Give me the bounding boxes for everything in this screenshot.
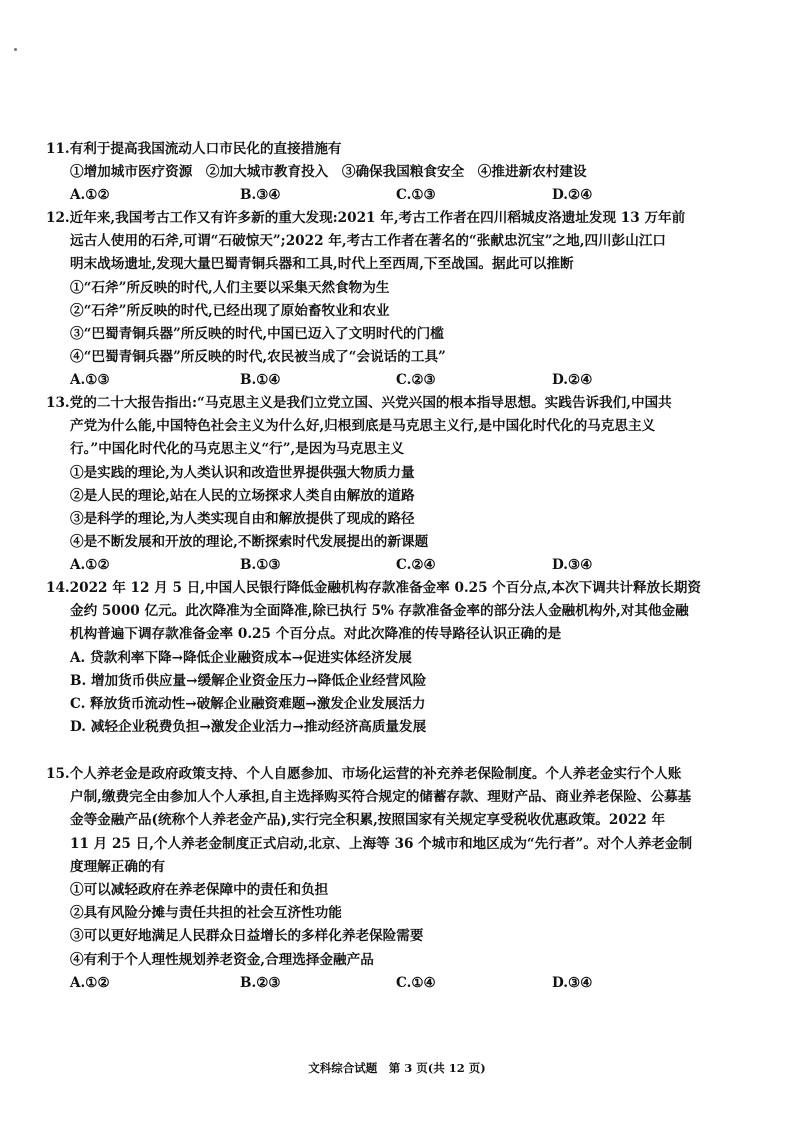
statement-line: ③是科学的理论,为人类实现自由和解放提供了现成的路径 xyxy=(70,510,415,527)
question-stem-line: 远古人使用的石斧,可谓“石破惊天”;2022 年,考古工作者在著名的“张献忠沉宝”之地,四川彭山江口 xyxy=(70,233,667,250)
option-a[interactable]: A. 贷款利率下降→降低企业融资成本→促进实体经济发展 xyxy=(70,649,412,666)
option-b[interactable]: B.①③ xyxy=(240,557,281,574)
question-stem-line: 13.党的二十大报告指出:“马克思主义是我们立党立国、兴党兴国的根本指导思想。实践告诉我们,中国共 xyxy=(46,395,672,411)
statement-line: ②具有风险分摊与责任共担的社会互济性功能 xyxy=(70,905,342,922)
option-c[interactable]: C.②④ xyxy=(396,557,436,574)
scan-speck xyxy=(14,48,17,51)
question-stem-line: 产党为什么能,中国特色社会主义为什么好,归根到底是马克思主义行,是中国化时代化的马克思主义 xyxy=(70,418,656,435)
question-stem-line: 12.近年来,我国考古工作又有许多新的重大发现:2021 年,考古工作者在四川稻城皮洛遗址发现 13 万年前 xyxy=(46,210,686,226)
option-d[interactable]: D.③④ xyxy=(552,974,593,991)
question-stem-line: 金约 5000 亿元。此次降准为全面降准,除已执行 5% 存款准备金率的部分法人金融机构外,对其他金融 xyxy=(70,603,689,620)
question-stem-line: 11 月 25 日,个人养老金制度正式启动,北京、上海等 36 个城市和地区成为“先行者”。对个人养老金制 xyxy=(70,835,693,852)
option-a[interactable]: A.①② xyxy=(70,557,110,574)
option-d[interactable]: D.②④ xyxy=(552,372,593,389)
statement-line: ③“巴蜀青铜兵器”所反映的时代,中国已迈入了文明时代的门槛 xyxy=(70,325,444,342)
question-stem-line: 度理解正确的有 xyxy=(70,858,166,875)
statement-line: ①增加城市医疗资源 ②加大城市教育投入 ③确保我国粮食安全 ④推进新农村建设 xyxy=(70,164,587,181)
question-15 xyxy=(46,763,756,995)
question-stem-line: 明末战场遗址,发现大量巴蜀青铜兵器和工具,时代上至西周,下至战国。据此可以推断 xyxy=(70,256,574,273)
option-c[interactable]: C. 释放货币流动性→破解企业融资难题→激发企业发展活力 xyxy=(70,695,426,712)
question-stem-line: 户制,缴费完全由参加人个人承担,自主选择购买符合规定的储蓄存款、理财产品、商业养老保险、公募基 xyxy=(70,789,692,806)
question-stem-line: 行。”中国化时代化的马克思主义“行”,是因为马克思主义 xyxy=(70,441,405,458)
option-b[interactable]: B.③④ xyxy=(240,187,281,204)
option-a[interactable]: A.①③ xyxy=(70,372,110,389)
question-stem-line: 15.个人养老金是政府政策支持、个人自愿参加、市场化运营的补充养老保险制度。个人养老金实行个人账 xyxy=(46,766,682,782)
answer-options xyxy=(46,554,756,577)
statement-line: ④有利于个人理性规划养老资金,合理选择金融产品 xyxy=(70,951,374,968)
statement-line: ②是人民的理论,站在人民的立场探求人类自由解放的道路 xyxy=(70,487,415,504)
option-a[interactable]: A.①② xyxy=(70,187,110,204)
question-stem-line: 11.有利于提高我国流动人口市民化的直接措施有 xyxy=(46,141,342,157)
question-13 xyxy=(46,392,756,578)
statement-line: ①“石斧”所反映的时代,人们主要以采集天然食物为生 xyxy=(70,279,390,296)
answer-options xyxy=(46,369,756,392)
option-a[interactable]: A.①② xyxy=(70,974,110,991)
question-11 xyxy=(46,138,756,208)
question-stem-line: 14.2022 年 12 月 5 日,中国人民银行降低金融机构存款准备金率 0.25 个百分点,本次下调共计释放长期资 xyxy=(46,580,701,596)
option-d[interactable]: D.③④ xyxy=(552,557,593,574)
statement-line: ④是不断发展和开放的理论,不断探索时代发展提出的新课题 xyxy=(70,534,429,551)
answer-options xyxy=(46,972,756,995)
option-d[interactable]: D.②④ xyxy=(552,187,593,204)
question-12 xyxy=(46,207,756,393)
option-c[interactable]: C.②③ xyxy=(396,372,436,389)
option-d[interactable]: D. 减轻企业税费负担→激发企业活力→推动经济高质量发展 xyxy=(70,719,427,736)
question-stem-line: 金等金融产品(统称个人养老金产品),实行完全积累,按照国家有关规定享受税收优惠政策。2022 年 xyxy=(70,812,666,829)
option-b[interactable]: B.①④ xyxy=(240,372,281,389)
answer-options xyxy=(46,184,756,207)
option-b[interactable]: B. 增加货币供应量→缓解企业资金压力→降低企业经营风险 xyxy=(70,672,427,689)
statement-line: ②“石斧”所反映的时代,已经出现了原始畜牧业和农业 xyxy=(70,302,390,319)
option-c[interactable]: C.①③ xyxy=(396,187,436,204)
statement-line: ①是实践的理论,为人类认识和改造世界提供强大物质力量 xyxy=(70,464,415,481)
statement-line: ①可以减轻政府在养老保障中的责任和负担 xyxy=(70,881,329,898)
statement-line: ③可以更好地满足人民群众日益增长的多样化养老保险需要 xyxy=(70,928,424,945)
question-stem-line: 机构普遍下调存款准备金率 0.25 个百分点。对此次降准的传导路径认识正确的是 xyxy=(70,626,562,643)
option-b[interactable]: B.②③ xyxy=(240,974,281,991)
page-footer: 文科综合试题 第 3 页(共 12 页) xyxy=(308,1061,486,1075)
option-c[interactable]: C.①④ xyxy=(396,974,436,991)
statement-line: ④“巴蜀青铜兵器”所反映的时代,农民被当成了“会说话的工具” xyxy=(70,349,446,366)
question-14 xyxy=(46,577,756,739)
